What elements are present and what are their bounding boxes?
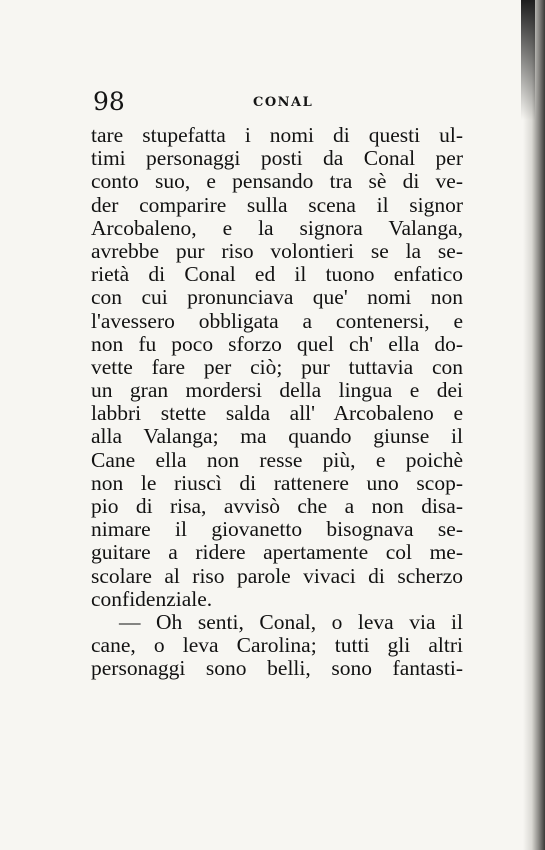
text-line: labbri stette salda all' Arcobaleno e [91,401,463,426]
text-line: cane, o leva Carolina; tutti gli altri [91,633,463,658]
page-number: 98 [93,87,125,116]
paragraph-end-line: confidenziale. [91,586,213,611]
text-line: alla Valanga; ma quando giunse il [91,424,463,449]
text-line: personaggi sono belli, sono fantasti- [91,656,463,681]
text-line: pio di risa, avvisò che a non disa- [91,494,463,518]
text-line: tare stupefatta i nomi di questi ul- [91,123,463,147]
text-line: nimare il giovanetto bisognava se- [91,517,463,542]
page-edge-shadow [523,0,545,850]
text-line: der comparire sulla scena il signor [91,192,463,217]
body-text [91,124,463,681]
dialogue-line: — Oh senti, Conal, o leva via il [119,609,463,634]
text-line: timi personaggi posti da Conal per [91,146,463,171]
text-line: scolare al riso parole vivaci di scherzo [91,563,463,588]
text-line: avrebbe pur riso volontieri se la se- [91,238,463,263]
text-line: vette fare per ciò; pur tuttavia con [91,354,463,379]
text-line: rietà di Conal ed il tuono enfatico [91,262,463,287]
text-line: con cui pronunciava que' nomi non [91,285,463,310]
text-line: un gran mordersi della lingua e dei [91,378,463,403]
page-header [93,88,463,116]
text-line: non fu poco sforzo quel ch' ella do- [91,331,463,356]
page-corner-shadow [521,0,535,120]
text-line: guitare a ridere apertamente col me- [91,540,463,565]
text-line: Cane ella non resse più, e poichè [91,447,463,472]
text-line: conto suo, e pensando tra sè di ve- [91,169,463,194]
text-line: non le riuscì di rattenere uno scop- [91,470,463,495]
text-line: Arcobaleno, e la signora Valanga, [91,215,463,240]
text-line: l'avessero obbligata a contenersi, e [91,308,463,333]
running-head: CONAL [253,95,314,110]
